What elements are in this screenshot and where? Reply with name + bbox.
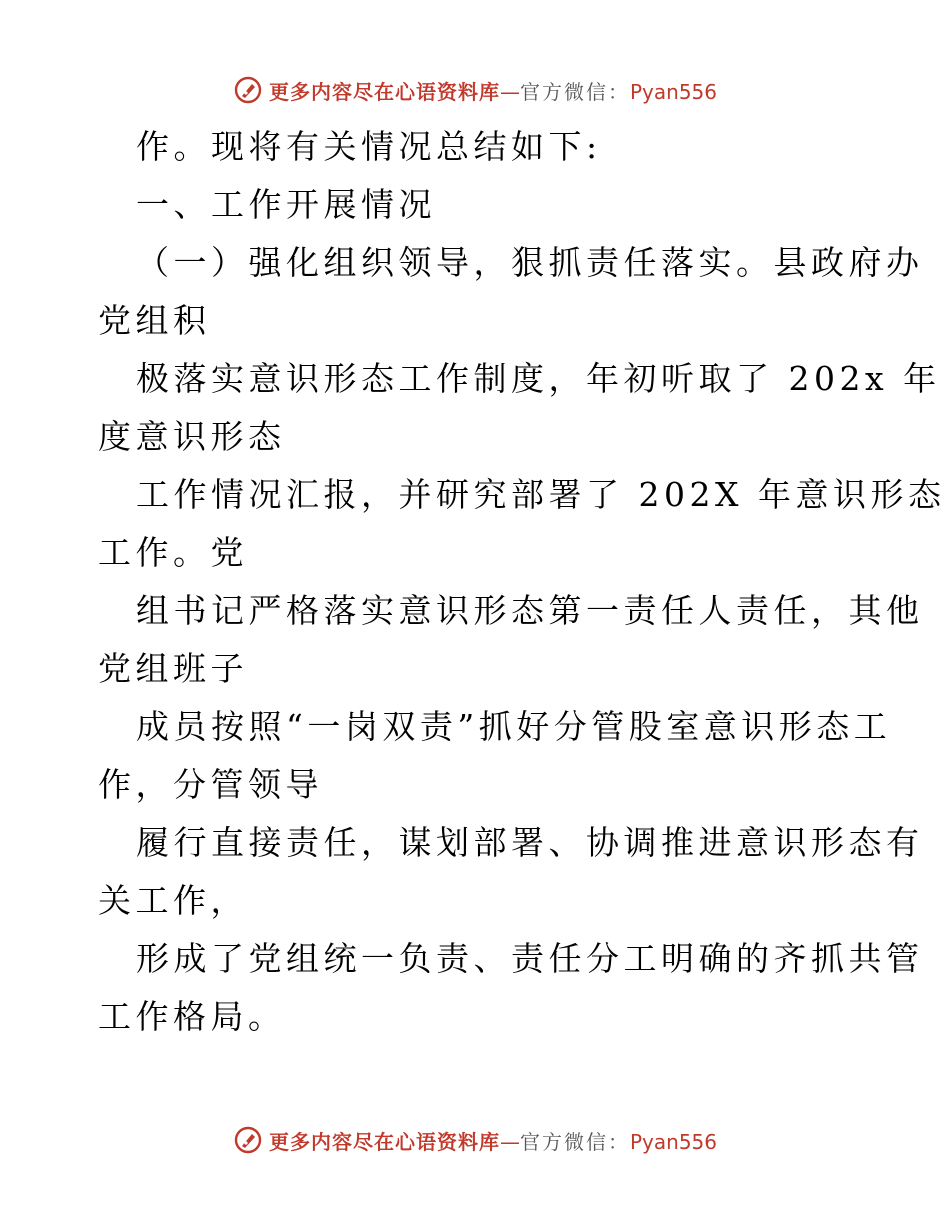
text-line-14: 关工作， [98,881,248,920]
header-account: Pyan556 [629,79,717,104]
text-line-10: 党组班子 [98,649,248,688]
text-line-11: 成员按照“一岗双责”抓好分管股室意识形态工 [136,707,892,746]
text-line-16: 工作格局。 [98,997,286,1036]
header-brand: 更多内容尽在心语资料库 [268,79,500,104]
text-line-13: 履行直接责任，谋划部署、协调推进意识形态有 [136,823,924,862]
footer-account: Pyan556 [629,1129,717,1154]
text-line-9: 组书记严格落实意识形态第一责任人责任，其他 [136,591,924,630]
footer-banner-text [269,1126,717,1155]
footer-official-label: 官方微信： [519,1129,630,1154]
subsection-heading: （一）强化组织领导，狠抓责任落实。县政府办 [136,243,924,282]
text-line-5: 极落实意识形态工作制度，年初听取了 202x 年 [136,359,941,398]
text-line-8: 工作。党 [98,533,248,572]
text-line-7: 工作情况汇报，并研究部署了 202X 年意识形态 [136,475,946,514]
header-official-label: 官方微信： [519,79,630,104]
text-line-12: 作，分管领导 [98,765,323,804]
text-line-4: 党组积 [98,301,211,340]
footer-brand: 更多内容尽在心语资料库 [268,1129,500,1154]
text-line-6: 度意识形态 [98,417,286,456]
footer-banner [0,1120,950,1160]
document-body [98,118,946,1046]
header-banner [0,70,950,110]
header-banner-text [269,76,717,105]
text-line-1: 作。现将有关情况总结如下: [136,127,602,166]
header-dash: — [499,79,520,104]
text-line-15: 形成了党组统一负责、责任分工明确的齐抓共管 [136,939,924,978]
pen-nib-logo-icon [233,1125,263,1155]
section-heading: 一、工作开展情况 [136,185,436,224]
pen-nib-logo-icon [233,75,263,105]
footer-dash: — [499,1129,520,1154]
